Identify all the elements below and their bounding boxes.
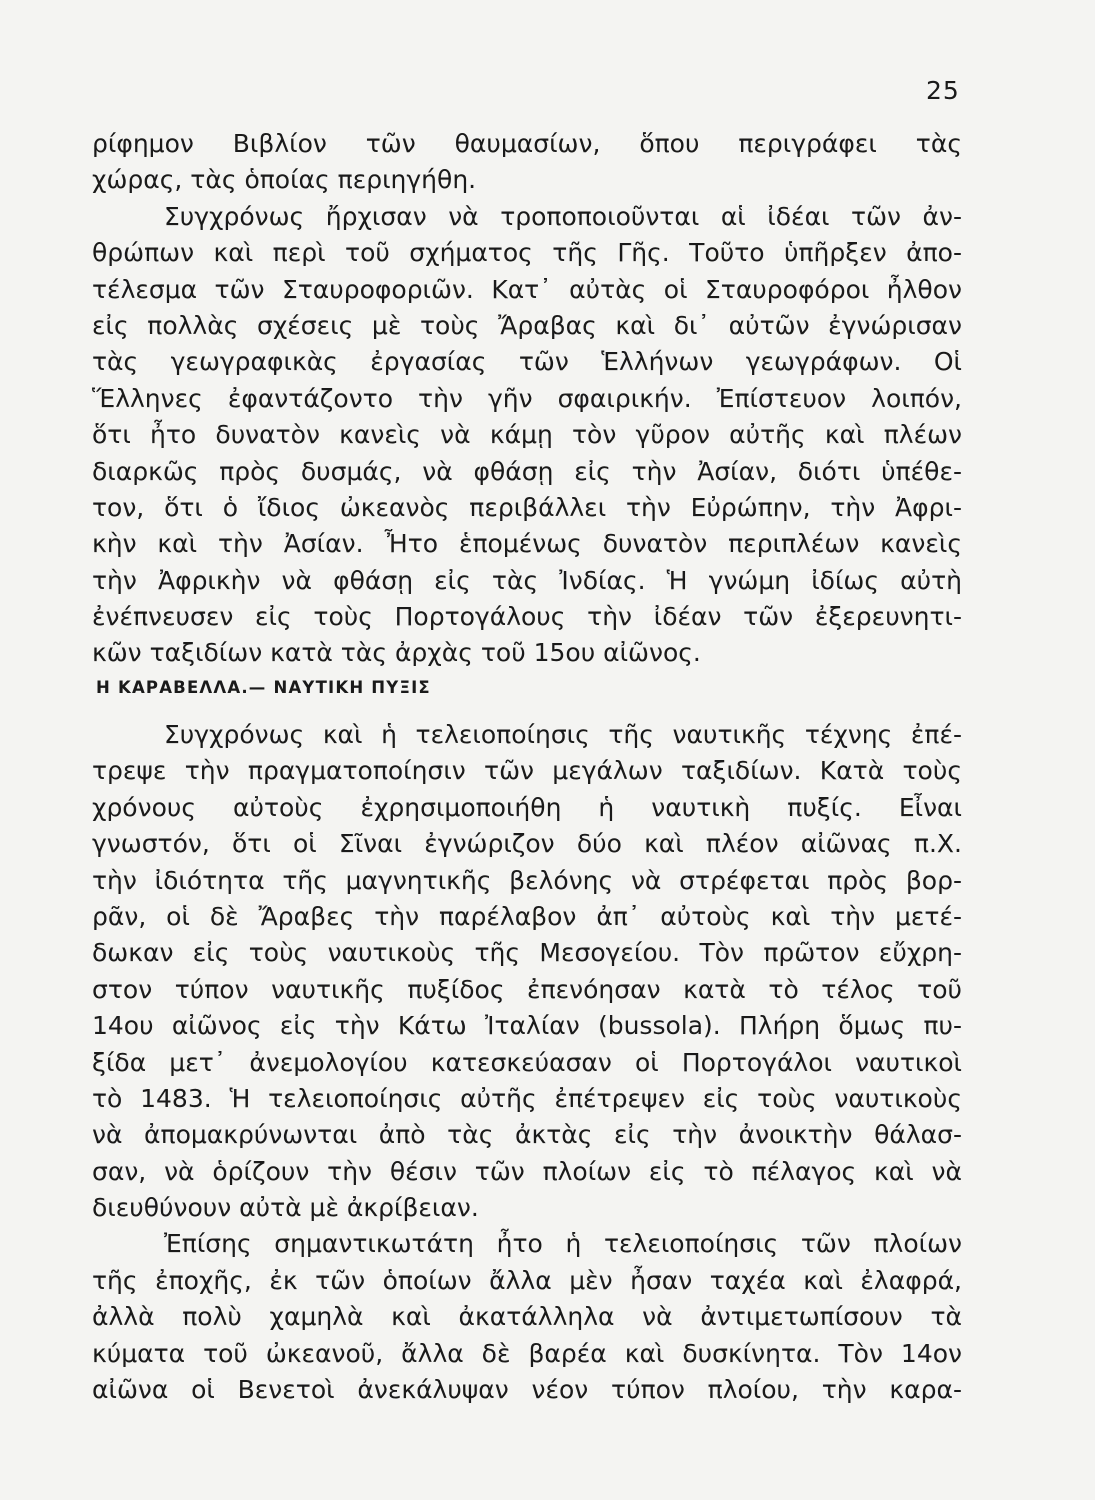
text-line: τον, ὅτι ὁ ἴδιος ὠκεανὸς περιβάλλει τὴν Εὐρώπην, τὴν Ἀφρι- [92, 492, 962, 522]
text-line: ὅτι ἦτο δυνατὸν κανεὶς νὰ κάμῃ τὸν γῦρον αὐτῆς καὶ πλέων [92, 420, 962, 450]
section-heading: Η ΚΑΡΑΒΕΛΛΑ.— ΝΑΥΤΙΚΗ ΠΥΞΙΣ [96, 678, 431, 697]
text-line: ἀλλὰ πολὺ χαμηλὰ καὶ ἀκατάλληλα νὰ ἀντιμετωπίσουν τὰ [92, 1302, 962, 1332]
text-line: τέλεσμα τῶν Σταυροφοριῶν. Κατ᾽ αὐτὰς οἱ Σταυροφόροι ἦλθον [92, 274, 962, 304]
text-line: τρεψε τὴν πραγματοποίησιν τῶν μεγάλων ταξιδίων. Κατὰ τοὺς [92, 756, 962, 786]
text-line: ρίφημον Βιβλίον τῶν θαυμασίων, ὅπου περιγράφει τὰς [92, 129, 962, 158]
page-number: 25 [926, 76, 960, 105]
text-block-bottom [92, 717, 962, 1408]
text-line: τὴν Ἀφρικὴν νὰ φθάσῃ εἰς τὰς Ἰνδίας. Ἡ γνώμη ἰδίως αὐτὴ [92, 565, 962, 595]
text-line: τὴν ἰδιότητα τῆς μαγνητικῆς βελόνης νὰ στρέφεται πρὸς βορ- [92, 865, 962, 895]
text-line: χρόνους αὐτοὺς ἐχρησιμοποιήθη ἡ ναυτικὴ πυξίς. Εἶναι [92, 792, 962, 822]
text-line: αἰῶνα οἱ Βενετοὶ ἀνεκάλυψαν νέον τύπον πλοίου, τὴν καρα- [92, 1375, 962, 1405]
text-line: Συγχρόνως ἤρχισαν νὰ τροποποιοῦνται αἱ ἰδέαι τῶν ἀν- [164, 201, 962, 231]
text-line: ξίδα μετ᾽ ἀνεμολογίου κατεσκεύασαν οἱ Πορτογάλοι ναυτικοὶ [92, 1047, 962, 1077]
text-line: Ἐπίσης σημαντικωτάτη ἦτο ἡ τελειοποίησις τῶν πλοίων [164, 1229, 962, 1259]
text-line: ἐνέπνευσεν εἰς τοὺς Πορτογάλους τὴν ἰδέαν τῶν ἐξερευνητι- [92, 602, 962, 632]
text-line: τῆς ἐποχῆς, ἐκ τῶν ὁποίων ἄλλα μὲν ἦσαν ταχέα καὶ ἐλαφρά, [92, 1265, 962, 1295]
text-line: 14ου αἰῶνος εἰς τὴν Κάτω Ἰταλίαν (bussola). Πλήρη ὅμως πυ- [92, 1011, 962, 1041]
text-line: χώρας, τὰς ὁποίας περιηγήθη. [92, 165, 477, 195]
text-line: ρᾶν, οἱ δὲ Ἄραβες τὴν παρέλαβον ἀπ᾽ αὐτοὺς καὶ τὴν μετέ- [92, 901, 962, 931]
text-line: στον τύπον ναυτικῆς πυξίδος ἐπενόησαν κατὰ τὸ τέλος τοῦ [92, 974, 962, 1004]
text-line: γνωστόν, ὅτι οἱ Σῖναι ἐγνώριζον δύο καὶ πλέον αἰῶνας π.Χ. [92, 829, 962, 859]
text-line: θρώπων καὶ περὶ τοῦ σχήματος τῆς Γῆς. Τοῦτο ὑπῆρξεν ἀπο- [92, 238, 962, 268]
text-line: κύματα τοῦ ὠκεανοῦ, ἄλλα δὲ βαρέα καὶ δυσκίνητα. Τὸν 14ον [92, 1338, 962, 1368]
text-line: νὰ ἀπομακρύνωνται ἀπὸ τὰς ἀκτὰς εἰς τὴν ἀνοικτὴν θάλασ- [92, 1120, 962, 1150]
text-line: κὴν καὶ τὴν Ἀσίαν. Ἦτο ἑπομένως δυνατὸν περιπλέων κανεὶς [92, 529, 962, 559]
text-line: τὰς γεωγραφικὰς ἐργασίας τῶν Ἑλλήνων γεωγράφων. Οἱ [92, 347, 962, 377]
text-line: διευθύνουν αὐτὰ μὲ ἀκρίβειαν. [92, 1193, 479, 1223]
text-line: σαν, νὰ ὁρίζουν τὴν θέσιν τῶν πλοίων εἰς τὸ πέλαγος καὶ νὰ [92, 1156, 962, 1186]
text-line: διαρκῶς πρὸς δυσμάς, νὰ φθάσῃ εἰς τὴν Ἀσίαν, διότι ὑπέθε- [92, 456, 962, 486]
text-line: κῶν ταξιδίων κατὰ τὰς ἀρχὰς τοῦ 15ου αἰῶνος. [92, 638, 701, 668]
text-line: Ἕλληνες ἐφαντάζοντο τὴν γῆν σφαιρικήν. Ἐπίστευον λοιπόν, [92, 383, 962, 413]
text-line: τὸ 1483. Ἡ τελειοποίησις αὐτῆς ἐπέτρεψεν εἰς τοὺς ναυτικοὺς [92, 1083, 962, 1113]
text-block-top [92, 126, 962, 672]
text-line: Συγχρόνως καὶ ἡ τελειοποίησις τῆς ναυτικῆς τέχνης ἐπέ- [164, 720, 962, 749]
text-line: εἰς πολλὰς σχέσεις μὲ τοὺς Ἄραβας καὶ δι᾽ αὐτῶν ἐγνώρισαν [92, 310, 962, 340]
text-line: δωκαν εἰς τοὺς ναυτικοὺς τῆς Μεσογείου. Τὸν πρῶτον εὔχρη- [92, 938, 962, 968]
